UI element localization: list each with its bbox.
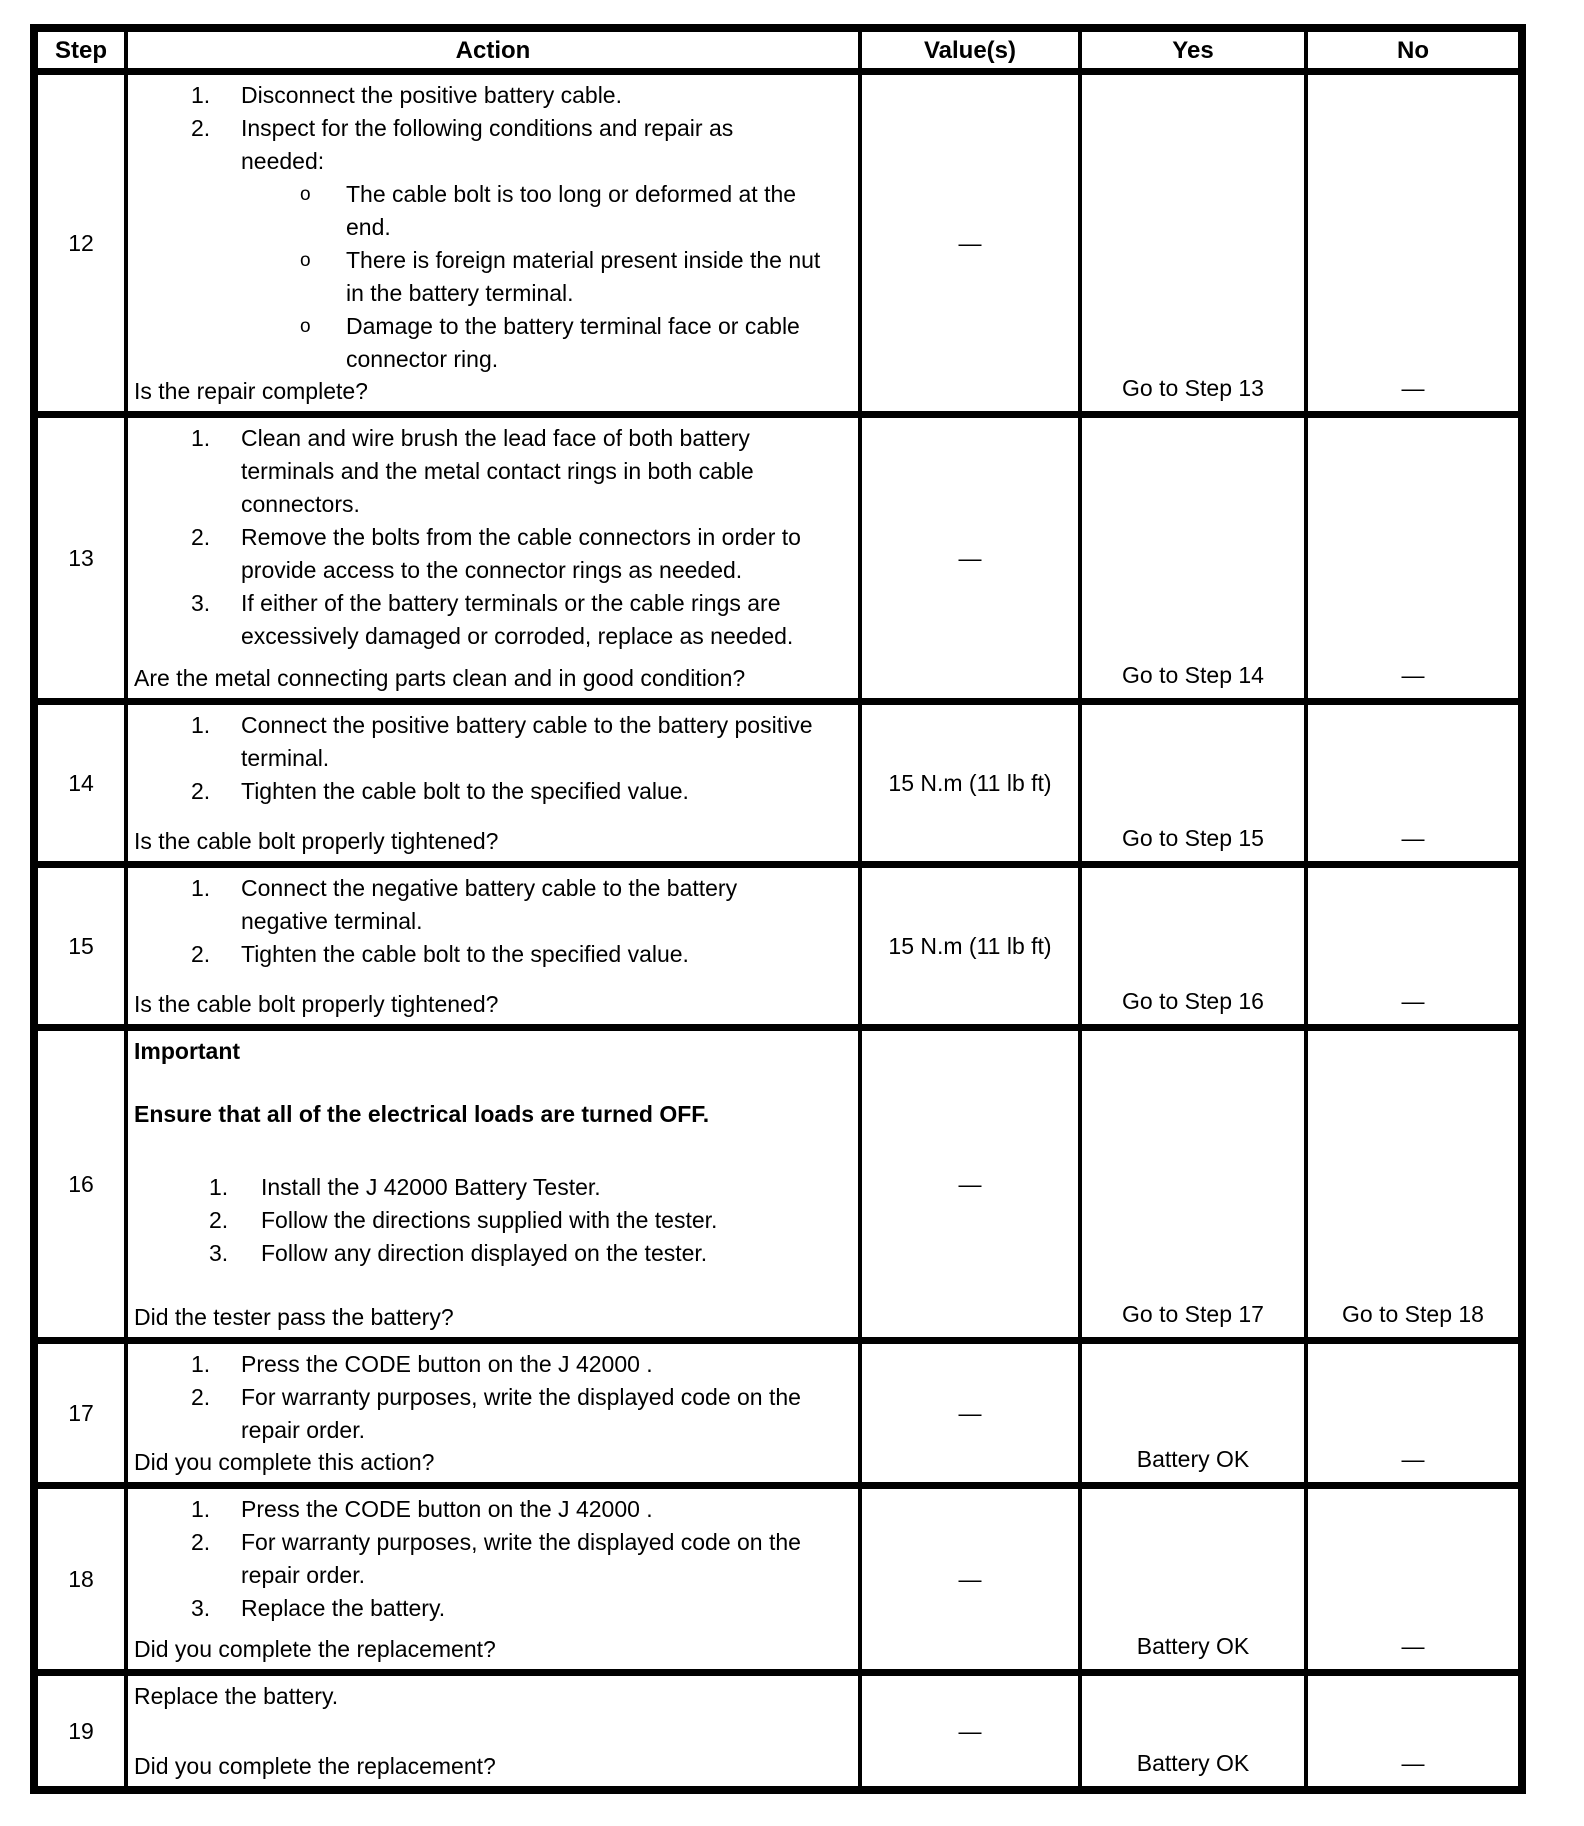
item-number: 2. [191, 115, 211, 141]
action-content [128, 1031, 858, 1337]
action-content [128, 868, 858, 1024]
step-cell: 13 [34, 415, 126, 702]
yes-cell: Go to Step 13 [1080, 72, 1306, 415]
action-list [134, 872, 852, 971]
table-row-step-17 [34, 1341, 1522, 1486]
item-number: 1. [191, 82, 211, 108]
no-cell: — [1306, 1673, 1522, 1791]
subitem-text: Damage to the battery terminal face or cable connector ring. [346, 313, 800, 372]
item-number: 2. [191, 524, 211, 550]
header-values: Value(s) [860, 28, 1080, 72]
item-number: 3. [209, 1240, 229, 1266]
step-cell: 15 [34, 865, 126, 1028]
action-list [134, 422, 852, 653]
table-row-step-16 [34, 1028, 1522, 1341]
question-text: Did the tester pass the battery? [134, 1304, 454, 1330]
value-cell: 15 N.m (11 lb ft) [860, 702, 1080, 865]
yes-cell: Battery OK [1080, 1673, 1306, 1791]
action-item [134, 112, 852, 178]
action-item [134, 79, 852, 112]
action-content [128, 1676, 858, 1786]
action-cell [126, 1673, 860, 1791]
question-text: Did you complete this action? [134, 1449, 435, 1475]
item-number: 1. [191, 1351, 211, 1377]
item-text: If either of the battery terminals or the cable rings are excessively damaged or corroded, replace as needed. [241, 590, 794, 649]
action-subitem [134, 178, 852, 244]
action-content [128, 1489, 858, 1669]
action-content [128, 1344, 858, 1482]
step-cell: 19 [34, 1673, 126, 1791]
action-list [134, 709, 852, 808]
item-text: Press the CODE button on the J 42000 . [241, 1496, 653, 1522]
item-number: 3. [191, 590, 211, 616]
table-row-step-15 [34, 865, 1522, 1028]
action-item [134, 422, 852, 521]
diagnostic-table [30, 24, 1526, 1794]
question-text: Is the cable bolt properly tightened? [134, 828, 499, 854]
question-text: Is the cable bolt properly tightened? [134, 991, 499, 1017]
action-item [134, 938, 852, 971]
subitem-text: There is foreign material present inside the nut in the battery terminal. [346, 247, 821, 306]
value-cell: — [860, 1486, 1080, 1673]
header-step: Step [34, 28, 126, 72]
item-number: 2. [191, 1529, 211, 1555]
value-cell: — [860, 1028, 1080, 1341]
value-cell: — [860, 415, 1080, 702]
item-number: 2. [191, 778, 211, 804]
item-text: Follow any direction displayed on the tester. [261, 1240, 708, 1266]
item-text: For warranty purposes, write the displayed code on the repair order. [241, 1384, 801, 1443]
header-row [34, 28, 1522, 72]
action-cell [126, 72, 860, 415]
action-item [134, 872, 852, 938]
item-number: 2. [191, 1384, 211, 1410]
no-cell: — [1306, 1486, 1522, 1673]
action-item [134, 709, 852, 775]
item-number: 2. [209, 1207, 229, 1233]
item-text: Connect the negative battery cable to the battery negative terminal. [241, 875, 738, 934]
action-cell [126, 1486, 860, 1673]
important-text: Ensure that all of the electrical loads are turned OFF. [134, 1101, 710, 1127]
no-cell: Go to Step 18 [1306, 1028, 1522, 1341]
action-item [134, 1381, 852, 1447]
value-cell: — [860, 1341, 1080, 1486]
no-cell: — [1306, 1341, 1522, 1486]
action-item [134, 1171, 852, 1204]
no-cell: — [1306, 702, 1522, 865]
step-cell: 12 [34, 72, 126, 415]
action-item [134, 1204, 852, 1237]
item-text: Press the CODE button on the J 42000 . [241, 1351, 653, 1377]
action-item [134, 1592, 852, 1625]
item-text: For warranty purposes, write the displayed code on the repair order. [241, 1529, 801, 1588]
action-cell [126, 865, 860, 1028]
action-cell [126, 1028, 860, 1341]
yes-cell: Go to Step 14 [1080, 415, 1306, 702]
action-cell [126, 415, 860, 702]
item-number: 2. [191, 941, 211, 967]
question-text: Did you complete the replacement? [134, 1753, 496, 1779]
item-text: Install the J 42000 Battery Tester. [261, 1174, 601, 1200]
question-text: Is the repair complete? [134, 378, 368, 404]
action-item [134, 1493, 852, 1526]
action-content [128, 705, 858, 861]
action-subitem [134, 310, 852, 376]
step-cell: 18 [34, 1486, 126, 1673]
yes-cell: Go to Step 15 [1080, 702, 1306, 865]
table-row-step-19 [34, 1673, 1522, 1791]
action-item [134, 521, 852, 587]
table-row-step-12 [34, 72, 1522, 415]
action-item [134, 775, 852, 808]
item-number: 1. [209, 1174, 229, 1200]
header-action: Action [126, 28, 860, 72]
item-number: 1. [191, 875, 211, 901]
action-cell [126, 702, 860, 865]
item-number: 3. [191, 1595, 211, 1621]
table-row-step-13 [34, 415, 1522, 702]
item-text: Connect the positive battery cable to the battery positive terminal. [241, 712, 813, 771]
item-text: Tighten the cable bolt to the specified value. [241, 941, 689, 967]
item-text: Tighten the cable bolt to the specified value. [241, 778, 689, 804]
important-label: Important [134, 1038, 241, 1064]
yes-cell: Battery OK [1080, 1341, 1306, 1486]
yes-cell: Battery OK [1080, 1486, 1306, 1673]
no-cell: — [1306, 865, 1522, 1028]
step-cell: 16 [34, 1028, 126, 1341]
value-cell: — [860, 1673, 1080, 1791]
bullet-marker: o [300, 250, 311, 271]
table-row-step-14 [34, 702, 1522, 865]
item-number: 1. [191, 1496, 211, 1522]
action-list [134, 1171, 852, 1270]
question-text: Are the metal connecting parts clean and in good condition? [134, 665, 746, 691]
value-cell: 15 N.m (11 lb ft) [860, 865, 1080, 1028]
bullet-marker: o [300, 316, 311, 337]
question-text: Did you complete the replacement? [134, 1636, 496, 1662]
action-item [134, 1348, 852, 1381]
no-cell: — [1306, 72, 1522, 415]
step-cell: 14 [34, 702, 126, 865]
yes-cell: Go to Step 16 [1080, 865, 1306, 1028]
table-row-step-18 [34, 1486, 1522, 1673]
item-number: 1. [191, 712, 211, 738]
action-list [134, 1348, 852, 1447]
action-list [134, 1493, 852, 1625]
action-text: Replace the battery. [134, 1683, 339, 1709]
item-text: Disconnect the positive battery cable. [241, 82, 622, 108]
action-subitem [134, 244, 852, 310]
step-cell: 17 [34, 1341, 126, 1486]
item-text: Replace the battery. [241, 1595, 446, 1621]
action-list [134, 79, 852, 376]
header-yes: Yes [1080, 28, 1306, 72]
header-no: No [1306, 28, 1522, 72]
value-cell: — [860, 72, 1080, 415]
item-text: Follow the directions supplied with the tester. [261, 1207, 718, 1233]
item-number: 1. [191, 425, 211, 451]
no-cell: — [1306, 415, 1522, 702]
action-cell [126, 1341, 860, 1486]
action-item [134, 1237, 852, 1270]
yes-cell: Go to Step 17 [1080, 1028, 1306, 1341]
action-item [134, 1526, 852, 1592]
bullet-marker: o [300, 184, 311, 205]
item-text: Clean and wire brush the lead face of both battery terminals and the metal contact rings in both cable connectors. [241, 425, 754, 517]
item-text: Remove the bolts from the cable connectors in order to provide access to the connector rings as needed. [241, 524, 801, 583]
item-text: Inspect for the following conditions and repair as needed: [241, 115, 734, 174]
action-item [134, 587, 852, 653]
action-content [128, 75, 858, 411]
action-content [128, 418, 858, 698]
subitem-text: The cable bolt is too long or deformed at the end. [346, 181, 797, 240]
